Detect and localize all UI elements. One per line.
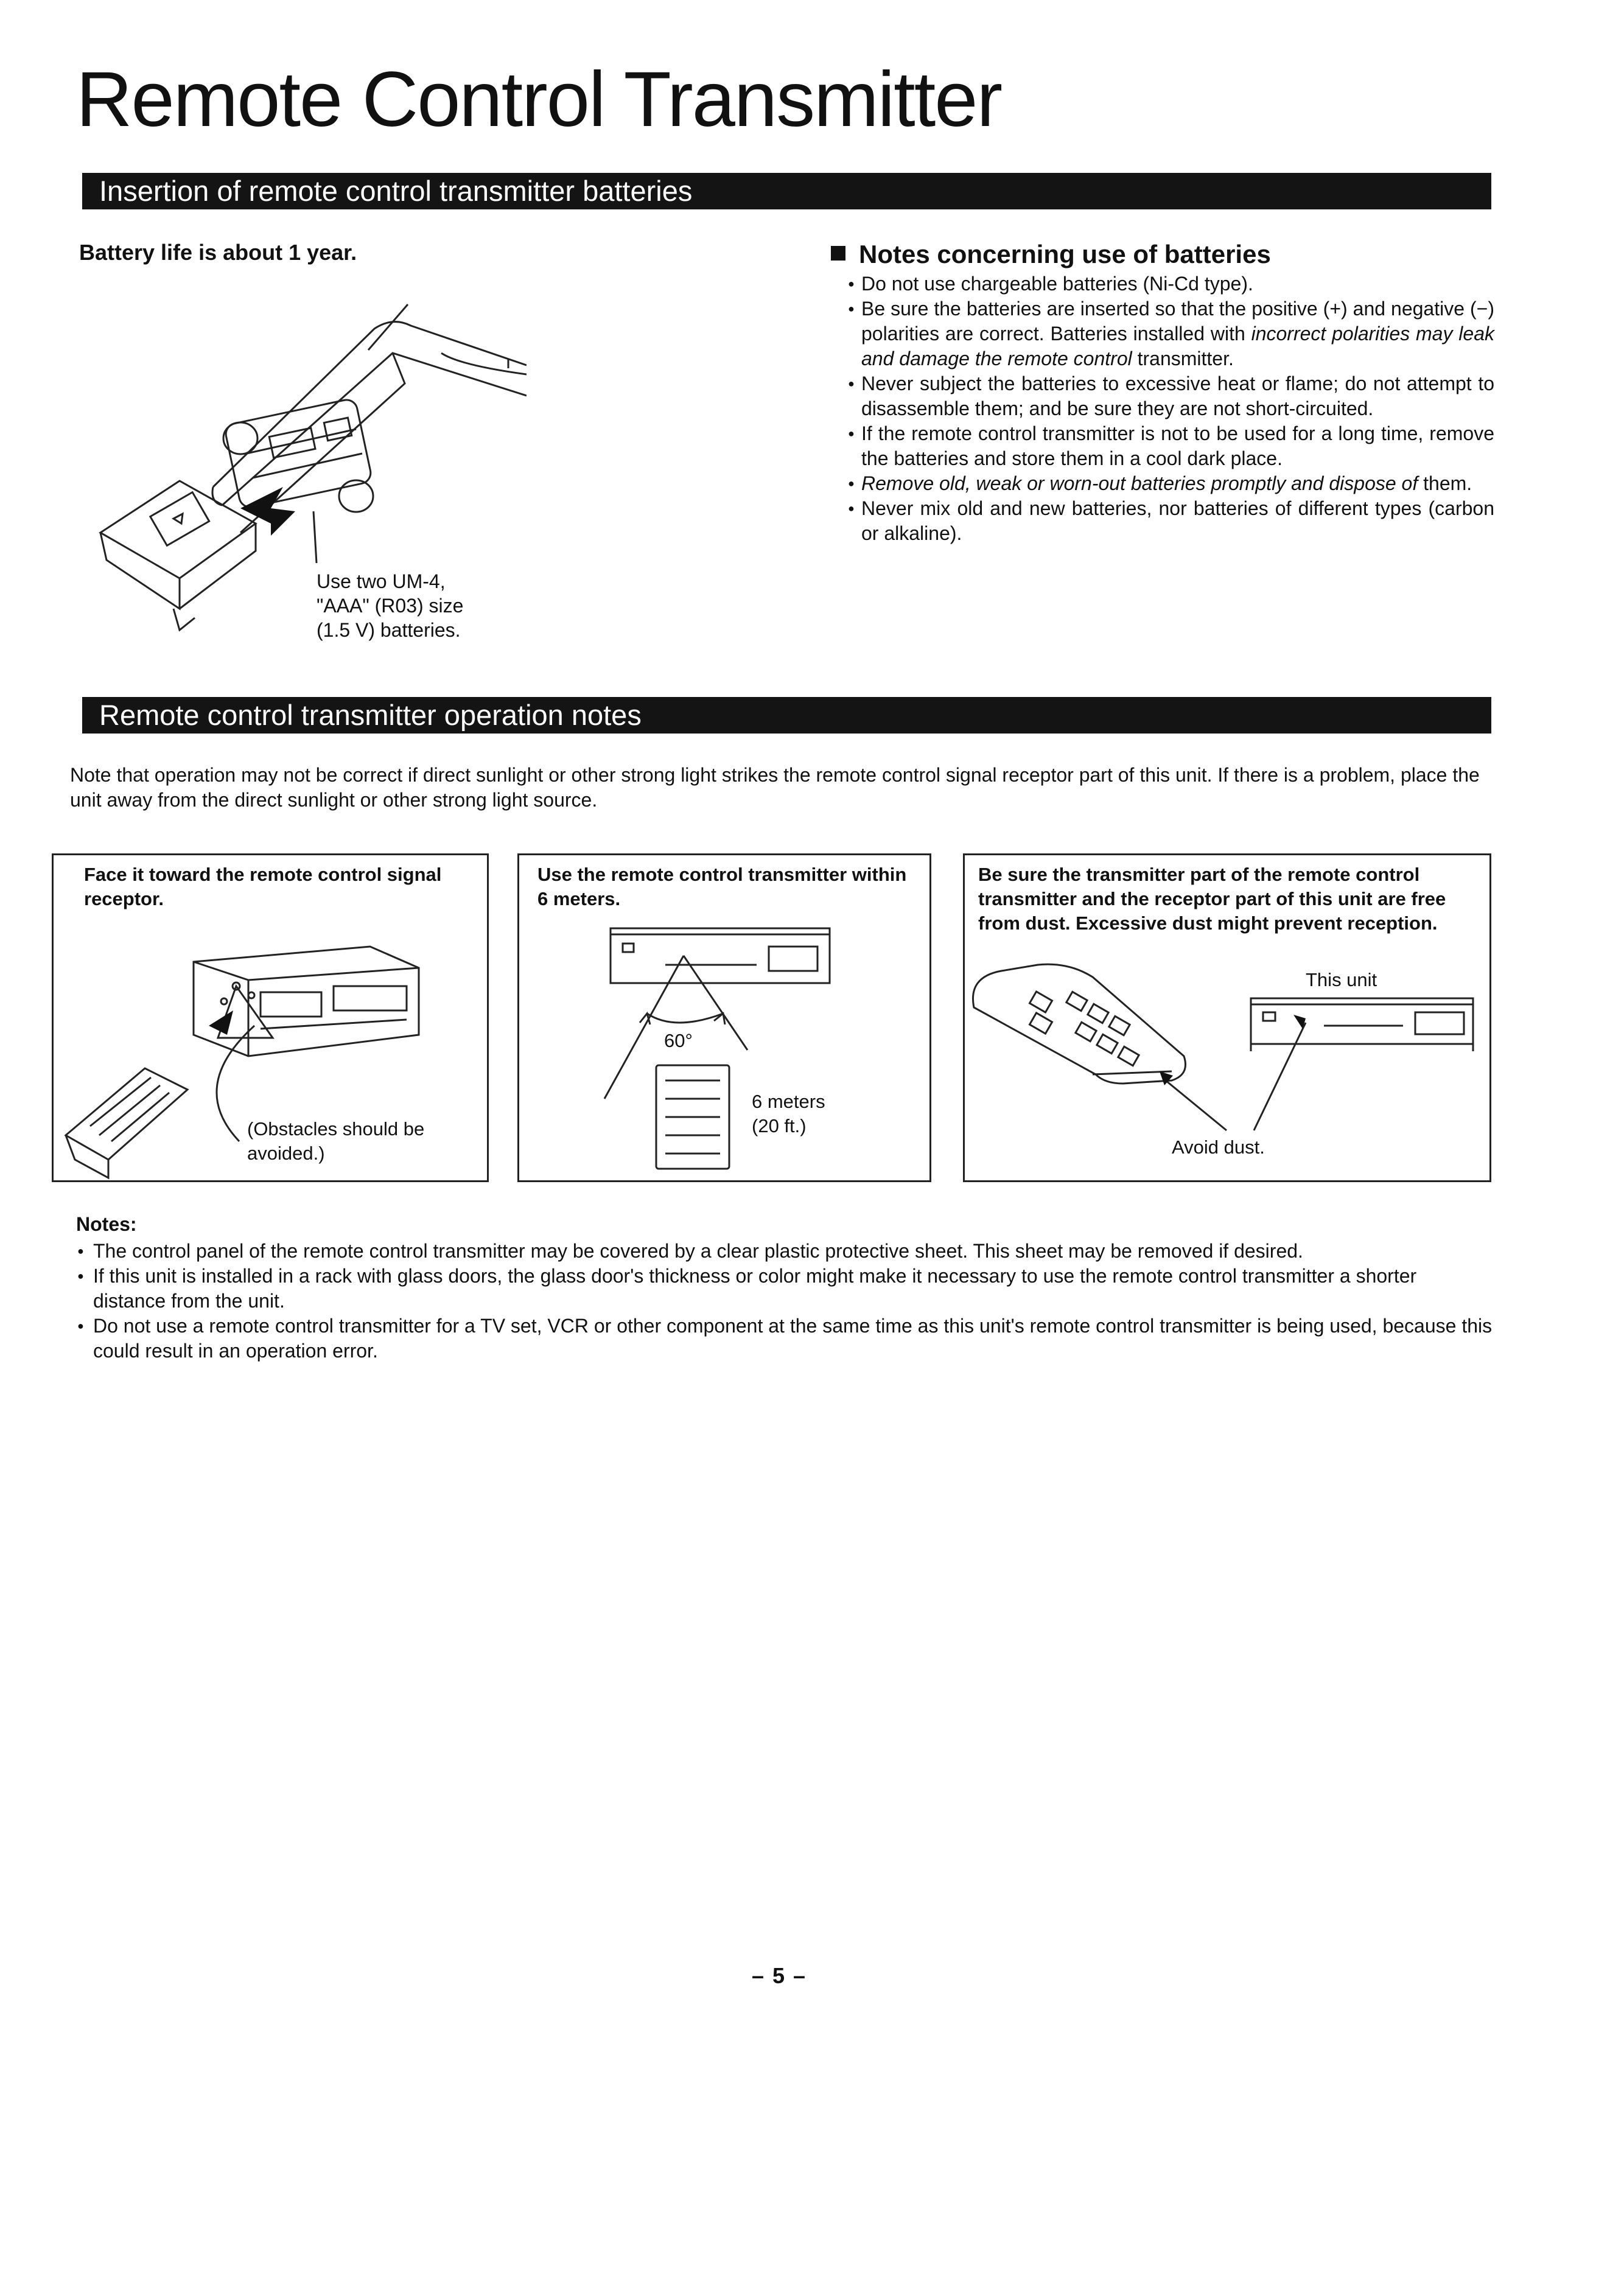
- battery-caption-line-3: (1.5 V) batteries.: [317, 619, 461, 641]
- battery-caption-line-2: "AAA" (R03) size: [317, 595, 464, 617]
- distance-label-line-2: (20 ft.): [752, 1115, 807, 1136]
- obstacles-caption-line-1: (Obstacles should be: [247, 1118, 425, 1140]
- battery-caption-line-1: Use two UM-4,: [317, 570, 446, 592]
- obstacles-caption-line-2: avoided.): [247, 1143, 325, 1164]
- note-text-tail: transmitter.: [1132, 348, 1234, 369]
- list-item: [849, 271, 1494, 296]
- battery-notes-list: [849, 271, 1494, 546]
- avoid-dust-label: Avoid dust.: [1172, 1136, 1265, 1158]
- notes-label: Notes:: [76, 1213, 137, 1235]
- battery-notes-heading-text: Notes concerning use of batteries: [859, 240, 1271, 268]
- section-heading-operation-notes: Remote control transmitter operation notes: [82, 697, 1491, 734]
- panel-dust-heading: Be sure the transmitter part of the remote control transmitter and the receptor part of this unit are free from dust. Excessive dust might prevent reception.: [978, 864, 1446, 934]
- list-item: [849, 371, 1494, 421]
- list-item: [849, 471, 1494, 496]
- note-text: If the remote control transmitter is not to be used for a long time, remove the batteries and store them in a cool dark place.: [861, 422, 1494, 469]
- battery-notes-heading: [831, 240, 1271, 269]
- list-item: [849, 296, 1494, 371]
- note-text: Be sure the batteries are inserted so that the positive (+) and negative (−) polarities are correct. Batteries installed with: [861, 298, 1494, 345]
- page-title: Remote Control Transmitter: [76, 56, 1002, 143]
- square-bullet-icon: [831, 246, 845, 261]
- distance-label-line-1: 6 meters: [752, 1091, 825, 1112]
- list-item: [849, 496, 1494, 546]
- note-italic-text: incorrect polarities may leak and damage the remote control: [861, 323, 1495, 369]
- dust-free-illustration: [965, 855, 1493, 1184]
- operation-notes-list: [76, 1239, 1494, 1364]
- note-text: Never mix old and new batteries, nor batteries of different types (carbon or alkaline).: [861, 497, 1494, 544]
- remote-battery-illustration: [88, 292, 527, 645]
- range-angle-illustration: [519, 855, 933, 1184]
- angle-label: 60°: [664, 1030, 693, 1051]
- panel-range-heading: Use the remote control transmitter within 6 meters.: [537, 864, 907, 909]
- list-item: ● If this unit is installed in a rack with glass doors, the glass door's thickness or color might make it necessary to use the remote control transmitter a shorter distance from the unit.: [76, 1264, 1494, 1314]
- operation-intro-text: Note that operation may not be correct if direct sunlight or other strong light strikes the remote control signal receptor part of this unit. If there is a problem, place the unit away from the direct sunlight or other strong light source.: [70, 764, 1480, 811]
- list-item: ● The control panel of the remote control transmitter may be covered by a clear plastic protective sheet. This sheet may be removed if desired.: [76, 1239, 1494, 1264]
- section-heading-battery-insertion: Insertion of remote control transmitter batteries: [82, 173, 1491, 209]
- note-text: Do not use chargeable batteries (Ni-Cd type).: [861, 273, 1253, 295]
- list-item: [849, 421, 1494, 471]
- note-text: Never subject the batteries to excessive heat or flame; do not attempt to disassemble them; and be sure they are not short-circuited.: [861, 373, 1494, 419]
- panel-face-heading: Face it toward the remote control signal receptor.: [84, 864, 442, 909]
- this-unit-label: This unit: [1306, 969, 1377, 990]
- panel-dust: [963, 853, 1491, 1182]
- panel-range: [517, 853, 931, 1182]
- battery-life-text: Battery life is about 1 year.: [79, 240, 357, 265]
- page-number: – 5 –: [752, 1963, 807, 1988]
- panel-face-receptor: [52, 853, 489, 1182]
- list-item: ● Do not use a remote control transmitter for a TV set, VCR or other component at the same time as this unit's remote control transmitter is being used, because this could result in an operation error.: [76, 1314, 1494, 1364]
- note-text-tail: them.: [1418, 472, 1472, 494]
- note-italic-text: Remove old, weak or worn-out batteries promptly and dispose of: [861, 472, 1418, 494]
